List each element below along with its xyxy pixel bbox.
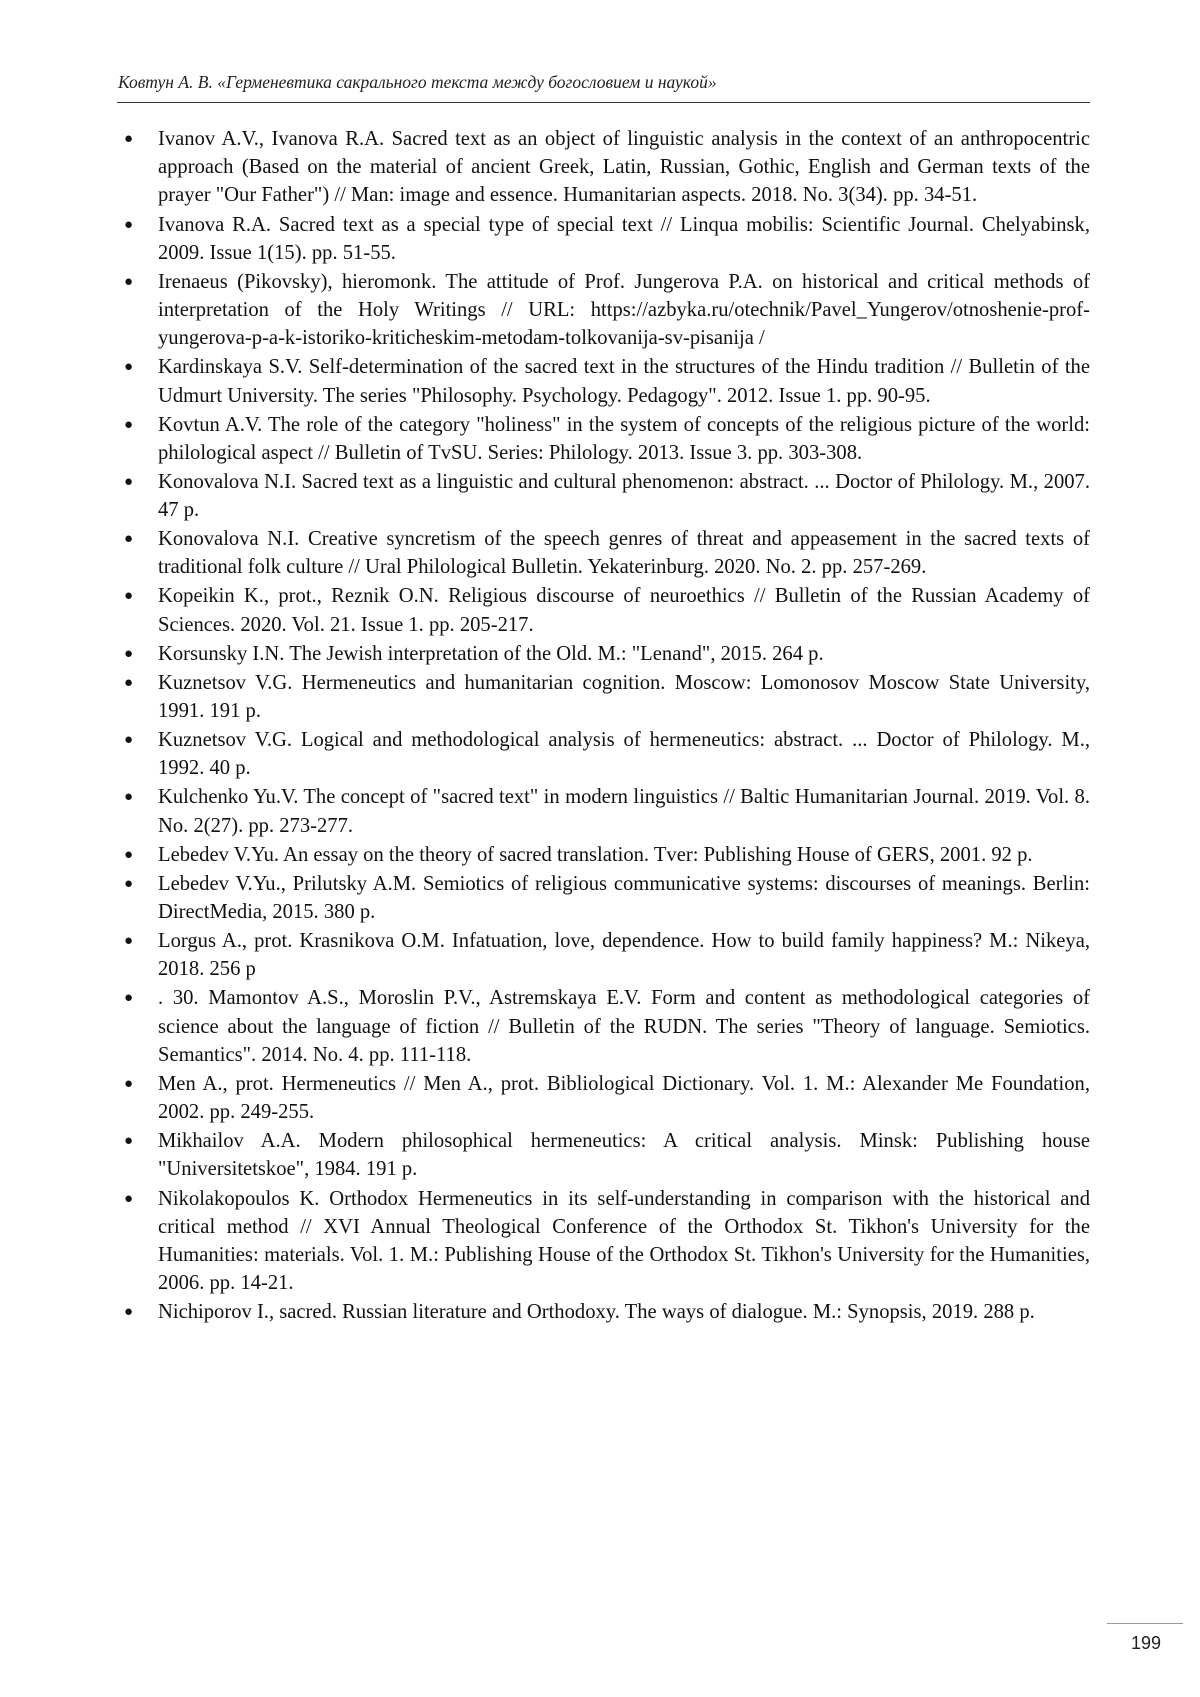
bullet-icon: ● — [124, 1190, 134, 1207]
reference-item — [118, 640, 1090, 668]
reference-text: Kulchenko Yu.V. The concept of "sacred text" in modern linguistics // Baltic Humanitarian Journal. 2019. Vol. 8. No. 2(27). pp. 273-277. — [158, 786, 1090, 837]
bullet-icon: ● — [124, 359, 134, 376]
reference-item — [118, 353, 1090, 409]
reference-item — [118, 669, 1090, 725]
reference-item — [118, 211, 1090, 267]
bullet-icon: ● — [124, 531, 134, 548]
reference-text: Lebedev V.Yu. An essay on the theory of sacred translation. Tver: Publishing House of GERS, 2001. 92 p. — [158, 843, 1033, 866]
reference-text: Kovtun A.V. The role of the category "holiness" in the system of concepts of the religious picture of the world: philological aspect // Bulletin of TvSU. Series: Philology. 2013. Issue 3. pp. 303-308. — [158, 413, 1090, 464]
reference-list — [118, 125, 1090, 1327]
reference-item — [118, 525, 1090, 581]
reference-item — [118, 125, 1090, 210]
reference-item — [118, 411, 1090, 467]
reference-text: Ivanova R.A. Sacred text as a special type of special text // Linqua mobilis: Scientific Journal. Chelyabinsk, 2009. Issue 1(15). pp. 51-55. — [158, 213, 1090, 264]
reference-text: Nichiporov I., sacred. Russian literature and Orthodoxy. The ways of dialogue. M.: Synopsis, 2019. 288 p. — [158, 1301, 1035, 1324]
reference-item — [118, 582, 1090, 638]
reference-item — [118, 1298, 1090, 1326]
reference-item — [118, 783, 1090, 839]
reference-text: Men A., prot. Hermeneutics // Men A., prot. Bibliological Dictionary. Vol. 1. M.: Alexander Me Foundation, 2002. pp. 249-255. — [158, 1072, 1090, 1124]
bullet-icon: ● — [124, 1075, 134, 1092]
bullet-icon: ● — [124, 216, 134, 233]
bullet-icon: ● — [124, 416, 134, 433]
bullet-icon: ● — [124, 1304, 134, 1321]
reference-text: . 30. Mamontov A.S., Moroslin P.V., Astremskaya E.V. Form and content as methodological categories of science about the language of fiction // Bulletin of the RUDN. The series "Theory of language. Semiotics. Semantics". 2014. No. 4. pp. 111-118. — [158, 987, 1090, 1066]
reference-text: Irenaeus (Pikovsky), hieromonk. The attitude of Prof. Jungerova P.A. on historical and critical methods of interpretation of the Holy Writings // URL: https://azbyka.ru/otechnik/Pavel_Yungerov/otnoshenie-prof-yungerova-p-a-k-istoriko-kriticheskim-metodam-tolkovanija-sv-pisanija / — [158, 270, 1090, 350]
reference-item — [118, 468, 1090, 524]
bullet-icon: ● — [124, 645, 134, 662]
bullet-icon: ● — [124, 846, 134, 863]
reference-item — [118, 1127, 1090, 1183]
running-head: Ковтун А. В. «Герменевтика сакрального текста между богословием и наукой» — [118, 72, 717, 92]
bullet-icon: ● — [124, 131, 134, 147]
header-rule — [117, 102, 1090, 103]
reference-text: Lebedev V.Yu., Prilutsky A.M. Semiotics of religious communicative systems: discourses of meanings. Berlin: DirectMedia, 2015. 380 p. — [158, 872, 1090, 924]
reference-text: Korsunsky I.N. The Jewish interpretation of the Old. M.: "Lenand", 2015. 264 p. — [158, 642, 824, 665]
bullet-icon: ● — [124, 473, 134, 490]
bullet-icon: ● — [124, 273, 134, 290]
reference-text: Kuznetsov V.G. Hermeneutics and humanitarian cognition. Moscow: Lomonosov Moscow State University, 1991. 191 p. — [158, 671, 1090, 723]
footer-rule — [1107, 1623, 1183, 1624]
bullet-icon: ● — [124, 875, 134, 892]
reference-item — [118, 984, 1090, 1069]
reference-text: Kardinskaya S.V. Self-determination of the sacred text in the structures of the Hindu tradition // Bulletin of the Udmurt University. The series "Philosophy. Psychology. Pedagogy". 2012. Issue 1. pp. 90-95. — [158, 356, 1090, 407]
reference-text: Lorgus A., prot. Krasnikova O.M. Infatuation, love, dependence. How to build family happiness? M.: Nikeya, 2018. 256 p — [158, 930, 1090, 981]
bullet-icon: ● — [124, 588, 134, 605]
reference-item — [118, 726, 1090, 782]
reference-item — [118, 841, 1090, 869]
reference-item — [118, 1185, 1090, 1298]
reference-item — [118, 927, 1090, 983]
reference-text: Konovalova N.I. Sacred text as a linguistic and cultural phenomenon: abstract. ... Doctor of Philology. M., 2007. 47 p. — [158, 470, 1090, 522]
bullet-icon: ● — [124, 933, 134, 950]
reference-text: Konovalova N.I. Creative syncretism of the speech genres of threat and appeasement in the sacred texts of traditional folk culture // Ural Philological Bulletin. Yekaterinburg. 2020. No. 2. pp. 257-269. — [158, 528, 1090, 579]
reference-item — [118, 268, 1090, 353]
bullet-icon: ● — [124, 732, 134, 749]
reference-text: Nikolakopoulos K. Orthodox Hermeneutics in its self-understanding in comparison with the historical and critical method // XVI Annual Theological Conference of the Orthodox St. Tikhon's University for the Humanities: materials. Vol. 1. M.: Publishing House of the Orthodox St. Tikhon's University for the Humanities, 2006. pp. 14-21. — [158, 1187, 1090, 1295]
bullet-icon: ● — [124, 1133, 134, 1150]
reference-text: Kopeikin K., prot., Reznik O.N. Religious discourse of neuroethics // Bulletin of the Russian Academy of Sciences. 2020. Vol. 21. Issue 1. pp. 205-217. — [158, 585, 1090, 636]
bullet-icon: ● — [124, 789, 134, 806]
reference-text: Kuznetsov V.G. Logical and methodological analysis of hermeneutics: abstract. ... Doctor of Philology. M., 1992. 40 p. — [158, 729, 1090, 780]
bullet-icon: ● — [124, 990, 134, 1007]
reference-text: Mikhailov A.A. Modern philosophical hermeneutics: A critical analysis. Minsk: Publishing house "Universitetskoe", 1984. 191 p. — [158, 1130, 1090, 1181]
bullet-icon: ● — [124, 674, 134, 691]
reference-item — [118, 870, 1090, 926]
reference-text: Ivanov A.V., Ivanova R.A. Sacred text as an object of linguistic analysis in the context of an anthropocentric approach (Based on the material of ancient Greek, Latin, Russian, Gothic, English and German texts of the prayer "Our Father") // Man: image and essence. Humanitarian aspects. 2018. No. 3(34). pp. 34-51. — [158, 128, 1090, 207]
page-number: 199 — [1131, 1633, 1162, 1653]
reference-item — [118, 1070, 1090, 1126]
